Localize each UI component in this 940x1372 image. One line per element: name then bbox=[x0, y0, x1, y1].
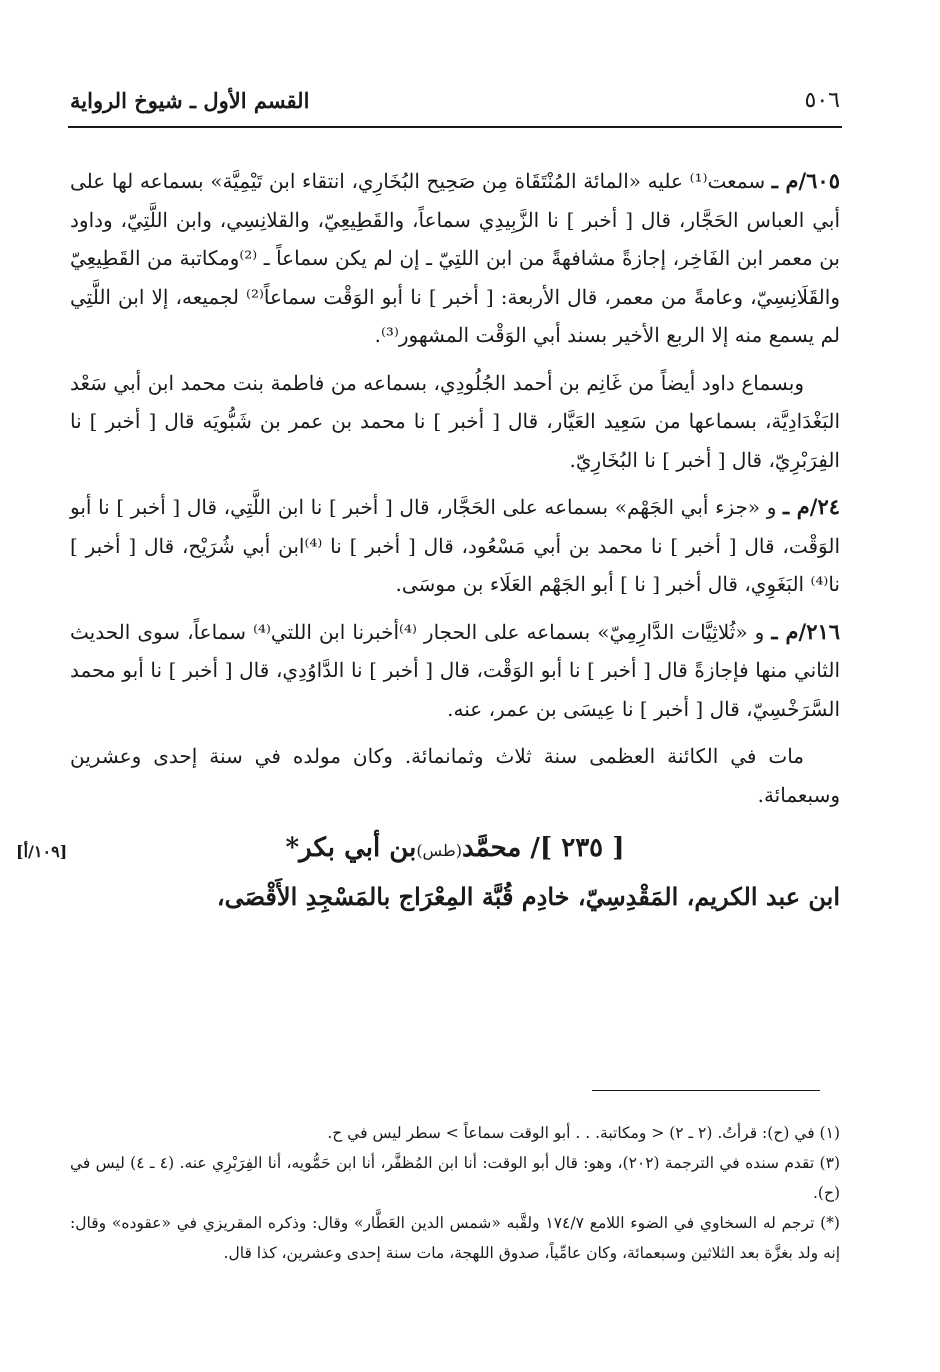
running-title: القسم الأول ـ شيوخ الرواية bbox=[70, 88, 310, 113]
page-header bbox=[70, 88, 840, 122]
footnotes bbox=[70, 1118, 840, 1268]
entry-text: وبسماع داود أيضاً من غَانِم بن أحمد الجُلُودِي، بسماعه من فاطمة بنت محمد ابن أبي سَعْد البَغْدَادِيَّة، بسماعها من سَعِيد العَيَّار، قال [ أخبر ] نا محمد بن عمر بن شَبُّويَه قال [ أخبر ] نا الفِرَبْرِيّ، قال [ أخبر ] نا البُخَارِيّ. bbox=[70, 370, 840, 472]
entry-text: سمعت⁽¹⁾ عليه «المائة المُنْتَقَاة مِن صَحِيح البُخَارِي، انتقاء ابن تَيْمِيَّة» بسماعه لها على أبي العباس الحَجَّار، قال [ أخبر ] نا الزَّبِيدِي سماعاً، والقَطِيعِيّ، والقلانِسِي، وابن اللَّتِيّ، وداود بن معمر ابن الفَاخِر، إجازةً مشافهةً من ابن اللتِيّ ـ إن لم يكن سماعاً ـ ⁽²⁾ومكاتبة من القَطِيعِيّ والقَلَانِسِيّ، وعامةً من معمر، قال الأربعة: [ أخبر ] نا أبو الوَقْت سماعاً⁽²⁾ لجميعه، إلا ابن اللَّتِي لم يسمع منه إلا الربع الأخير بسند أبي الوَقْت المشهور⁽³⁾. bbox=[70, 169, 840, 347]
page-number: ٥٠٦ bbox=[804, 88, 840, 113]
heading-main: [ ٢٣٥ ]/ محمَّد bbox=[461, 833, 625, 863]
biography-subheading: ابن عبد الكريم، المَقْدِسِيّ، خادِم قُبَّة المِعْرَاج بالمَسْجِدِ الأَقْصَى، bbox=[216, 882, 840, 911]
entry-605 bbox=[70, 162, 840, 355]
manuscript-folio-note: [١٠٩/أ] bbox=[16, 842, 68, 861]
entry-216 bbox=[70, 613, 840, 729]
entry-text: مات في الكائنة العظمى سنة ثلاث وثمانمائة. وكان مولده في سنة إحدى وعشرين وسبعمائة. bbox=[70, 744, 840, 807]
header-rule bbox=[68, 126, 842, 128]
footnote-rule bbox=[592, 1090, 820, 1091]
death-note bbox=[70, 737, 840, 814]
entry-text: و «جزء أبي الجَهْم» بسماعه على الحَجَّار، قال [ أخبر ] نا ابن اللَّتِي، قال [ أخبر ] نا أبو الوَقْت، قال [ أخبر ] نا محمد بن أبي مَسْعُود، قال [ أخبر ] نا ⁽⁴⁾ابن أبي شُرَيْح، قال [ أخبر ] نا⁽⁴⁾ البَغَوِي، قال أخبر [ نا ] أبو الجَهْم العَلَاء بن موسَى. bbox=[70, 495, 841, 596]
footnote: (٣) تقدم سنده في الترجمة (٢٠٢)، وهو: قال أبو الوقت: أنا ابن المُظفَّر، أنا ابن حَمُّويه، أنا الفِرَبْرِي عنه. (٤ ـ ٤) ليس في (ح). bbox=[70, 1154, 840, 1202]
heading-tail: بن أبي بكر* bbox=[285, 833, 417, 863]
biography-heading bbox=[16, 826, 840, 873]
entry-text: و «ثُلاثِيَّات الدَّارِمِيّ» بسماعه على الحجار ⁽⁴⁾أخبرنا ابن اللتي⁽⁴⁾ سماعاً، سوى الحديث الثاني منها فإجازةً قال [ أخبر ] نا أبو الوَقْت، قال [ أخبر ] نا الدَّاوُدِي، قال [ أخبر ] نا أبو محمد السَّرَخْسِيّ، قال [ أخبر ] نا عِيسَى بن عمر، عنه. bbox=[70, 619, 840, 721]
entry-24 bbox=[70, 488, 840, 604]
footnote: (١) في (ح): قرأتُ. (٢ ـ ٢) < ومكاتبة. . . أبو الوقت سماعاً > سطر ليس في ح. bbox=[327, 1124, 840, 1142]
heading-marker: (طس) bbox=[416, 841, 462, 860]
entry-number: ٢٤/م ـ bbox=[783, 494, 840, 519]
entry-number: ٢١٦/م ـ bbox=[771, 618, 841, 644]
footnote: (*) ترجم له السخاوي في الضوء اللامع ١٧٤/٧ ولقَّبه «شمس الدين العَطَّار» وقال: وذكره المقريزي في «عقوده» وقال: إنه ولد بغزَّة بعد الثلاثين وسبعمائة، وكان عامِّياً، صدوق اللهجة، مات سنة إحدى وعشرين، كذا قال. bbox=[70, 1214, 840, 1262]
entry-number: ٦٠٥/م ـ bbox=[771, 168, 840, 193]
main-text bbox=[16, 162, 841, 919]
entry-continuation bbox=[70, 364, 840, 480]
